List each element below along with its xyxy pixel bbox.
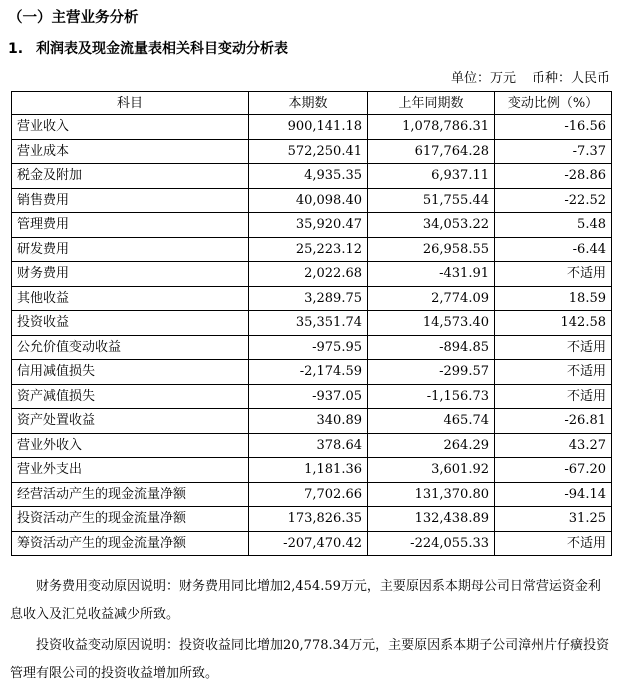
row-change-ratio: -16.56 — [495, 115, 612, 140]
row-current-value: 2,022.68 — [249, 262, 368, 287]
row-change-ratio: 142.58 — [495, 311, 612, 336]
header-item: 科目 — [12, 92, 249, 115]
row-current-value: -937.05 — [249, 384, 368, 409]
row-change-ratio: -67.20 — [495, 458, 612, 483]
row-prior-value: -224,055.33 — [368, 531, 495, 556]
row-prior-value: 617,764.28 — [368, 139, 495, 164]
row-prior-value: 14,573.40 — [368, 311, 495, 336]
unit-label: 单位：万元 — [450, 71, 516, 86]
section-title: （一）主营业务分析 — [8, 10, 139, 26]
row-current-value: 3,289.75 — [249, 286, 368, 311]
header-prior-period: 上年同期数 — [368, 92, 495, 115]
row-prior-value: 51,755.44 — [368, 188, 495, 213]
subsection-title — [8, 39, 288, 59]
row-item-name: 资产处置收益 — [12, 409, 249, 434]
row-item-name: 营业成本 — [12, 139, 249, 164]
row-item-name: 经营活动产生的现金流量净额 — [12, 482, 249, 507]
subsection-title-text: 利润表及现金流量表相关科目变动分析表 — [36, 41, 288, 57]
row-change-ratio: 不适用 — [495, 262, 612, 287]
table-row — [12, 507, 612, 532]
row-item-name: 税金及附加 — [12, 164, 249, 189]
row-prior-value: 26,958.55 — [368, 237, 495, 262]
row-prior-value: 34,053.22 — [368, 213, 495, 238]
row-item-name: 投资收益 — [12, 311, 249, 336]
row-item-name: 资产减值损失 — [12, 384, 249, 409]
row-item-name: 研发费用 — [12, 237, 249, 262]
row-prior-value: 3,601.92 — [368, 458, 495, 483]
row-current-value: 40,098.40 — [249, 188, 368, 213]
row-item-name: 信用减值损失 — [12, 360, 249, 385]
row-prior-value: -431.91 — [368, 262, 495, 287]
row-prior-value: -894.85 — [368, 335, 495, 360]
row-current-value: 173,826.35 — [249, 507, 368, 532]
row-change-ratio: -28.86 — [495, 164, 612, 189]
row-prior-value: 465.74 — [368, 409, 495, 434]
row-current-value: 7,702.66 — [249, 482, 368, 507]
table-row — [12, 115, 612, 140]
row-current-value: 25,223.12 — [249, 237, 368, 262]
row-change-ratio: 不适用 — [495, 531, 612, 556]
row-item-name: 其他收益 — [12, 286, 249, 311]
row-change-ratio: 18.59 — [495, 286, 612, 311]
table-row — [12, 409, 612, 434]
row-current-value: 572,250.41 — [249, 139, 368, 164]
row-prior-value: 264.29 — [368, 433, 495, 458]
row-change-ratio: -22.52 — [495, 188, 612, 213]
row-item-name: 营业外支出 — [12, 458, 249, 483]
row-current-value: 900,141.18 — [249, 115, 368, 140]
table-row — [12, 237, 612, 262]
row-prior-value: 132,438.89 — [368, 507, 495, 532]
header-change-ratio: 变动比例（%） — [495, 92, 612, 115]
row-item-name: 财务费用 — [12, 262, 249, 287]
row-current-value: 35,920.47 — [249, 213, 368, 238]
row-change-ratio: 31.25 — [495, 507, 612, 532]
table-row — [12, 384, 612, 409]
row-current-value: 340.89 — [249, 409, 368, 434]
change-analysis-table — [11, 91, 612, 556]
row-prior-value: -299.57 — [368, 360, 495, 385]
row-prior-value: 131,370.80 — [368, 482, 495, 507]
row-prior-value: -1,156.73 — [368, 384, 495, 409]
table-row — [12, 164, 612, 189]
row-current-value: -2,174.59 — [249, 360, 368, 385]
header-current-period: 本期数 — [249, 92, 368, 115]
table-row — [12, 213, 612, 238]
table-row — [12, 262, 612, 287]
finance-expense-explanation: 财务费用变动原因说明：财务费用同比增加2,454.59万元，主要原因系本期母公司日常营运资金利息收入及汇兑收益减少所致。 — [10, 579, 601, 622]
investment-income-explanation: 投资收益变动原因说明：投资收益同比增加20,778.34万元，主要原因系本期子公司漳州片仔癀投资管理有限公司的投资收益增加所致。 — [10, 638, 610, 681]
row-change-ratio: 不适用 — [495, 360, 612, 385]
table-row — [12, 286, 612, 311]
table-row — [12, 139, 612, 164]
row-change-ratio: 不适用 — [495, 335, 612, 360]
row-prior-value: 1,078,786.31 — [368, 115, 495, 140]
row-change-ratio: 5.48 — [495, 213, 612, 238]
row-item-name: 销售费用 — [12, 188, 249, 213]
row-item-name: 筹资活动产生的现金流量净额 — [12, 531, 249, 556]
row-change-ratio: 43.27 — [495, 433, 612, 458]
row-item-name: 管理费用 — [12, 213, 249, 238]
row-current-value: 4,935.35 — [249, 164, 368, 189]
table-row — [12, 482, 612, 507]
row-current-value: -207,470.42 — [249, 531, 368, 556]
table-row — [12, 335, 612, 360]
row-change-ratio: -6.44 — [495, 237, 612, 262]
table-row — [12, 458, 612, 483]
table-row — [12, 311, 612, 336]
table-row — [12, 360, 612, 385]
table-row — [12, 433, 612, 458]
row-current-value: -975.95 — [249, 335, 368, 360]
subsection-number: 1. — [8, 41, 24, 57]
row-change-ratio: -26.81 — [495, 409, 612, 434]
row-current-value: 1,181.36 — [249, 458, 368, 483]
currency-label: 币种：人民币 — [531, 71, 610, 86]
row-current-value: 35,351.74 — [249, 311, 368, 336]
row-change-ratio: -94.14 — [495, 482, 612, 507]
row-change-ratio: -7.37 — [495, 139, 612, 164]
row-item-name: 营业外收入 — [12, 433, 249, 458]
table-row — [12, 188, 612, 213]
row-prior-value: 6,937.11 — [368, 164, 495, 189]
row-item-name: 公允价值变动收益 — [12, 335, 249, 360]
row-item-name: 营业收入 — [12, 115, 249, 140]
table-header-row — [12, 92, 612, 115]
row-current-value: 378.64 — [249, 433, 368, 458]
row-item-name: 投资活动产生的现金流量净额 — [12, 507, 249, 532]
table-row — [12, 531, 612, 556]
unit-note — [435, 70, 610, 88]
row-change-ratio: 不适用 — [495, 384, 612, 409]
row-prior-value: 2,774.09 — [368, 286, 495, 311]
